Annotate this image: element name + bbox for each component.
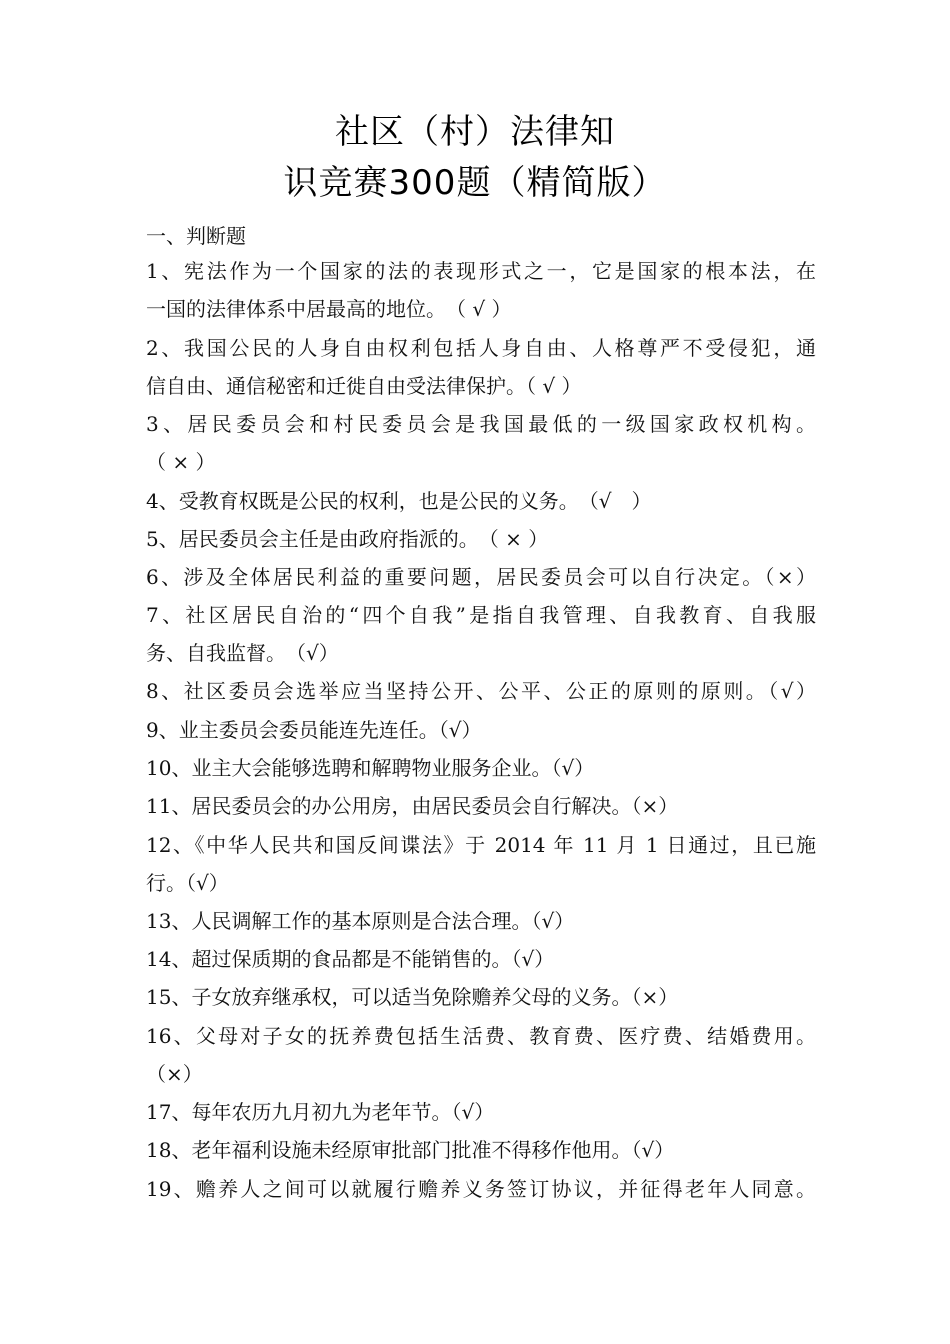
question-line: 3、居民委员会和村民委员会是我国最低的一级国家政权机构。 — [146, 412, 816, 436]
question-line: 7、社区居民自治的“四个自我”是指自我管理、自我教育、自我服 — [146, 603, 816, 627]
document-title-line-1: 社区（村）法律知 — [335, 112, 615, 152]
question-line: 19、赡养人之间可以就履行赡养义务签订协议，并征得老年人同意。 — [146, 1177, 816, 1201]
question-line: 8、社区委员会选举应当坚持公开、公平、公正的原则的原则。（√） — [146, 679, 816, 703]
question-line: 12、《中华人民共和国反间谍法》于 2014 年 11 月 1 日通过，且已施 — [146, 833, 816, 857]
question-line: 务、自我监督。 （√） — [146, 641, 339, 665]
question-line: 17、每年农历九月初九为老年节。（√） — [146, 1100, 495, 1124]
question-line: 1、宪法作为一个国家的法的表现形式之一，它是国家的根本法，在 — [146, 259, 816, 283]
question-line: 14、超过保质期的食品都是不能销售的。（√） — [146, 947, 555, 971]
document-title-line-2: 识竞赛300题（精简版） — [283, 163, 667, 203]
question-line: 10、业主大会能够选聘和解聘物业服务企业。（√） — [146, 756, 595, 780]
question-line: 一国的法律体系中居最高的地位。 （ √ ） — [146, 297, 512, 321]
question-line: 16、父母对子女的抚养费包括生活费、教育费、医疗费、结婚费用。 — [146, 1024, 816, 1048]
question-line: 6、涉及全体居民利益的重要问题，居民委员会可以自行决定。（×） — [146, 565, 816, 589]
question-line: （×） — [146, 1062, 203, 1086]
question-line: 9、业主委员会委员能连先连任。（√） — [146, 718, 482, 742]
question-line: 行。（√） — [146, 871, 229, 895]
question-line: 18、老年福利设施未经原审批部门批准不得移作他用。（√） — [146, 1138, 675, 1162]
question-line: 13、人民调解工作的基本原则是合法合理。（√） — [146, 909, 575, 933]
section-heading: 一、判断题 — [146, 224, 246, 248]
question-line: 15、子女放弃继承权，可以适当免除赡养父母的义务。（×） — [146, 985, 679, 1009]
question-line: 4、受教育权既是公民的权利，也是公民的义务。 （√ ） — [146, 489, 652, 513]
question-line: 2、我国公民的人身自由权利包括人身自由、人格尊严不受侵犯，通 — [146, 336, 816, 360]
question-line: （ × ） — [146, 450, 216, 474]
question-line: 信自由、通信秘密和迁徙自由受法律保护。（ √ ） — [146, 374, 582, 398]
question-line: 5、居民委员会主任是由政府指派的。 （ × ） — [146, 527, 549, 551]
question-line: 11、居民委员会的办公用房，由居民委员会自行解决。（×） — [146, 794, 679, 818]
